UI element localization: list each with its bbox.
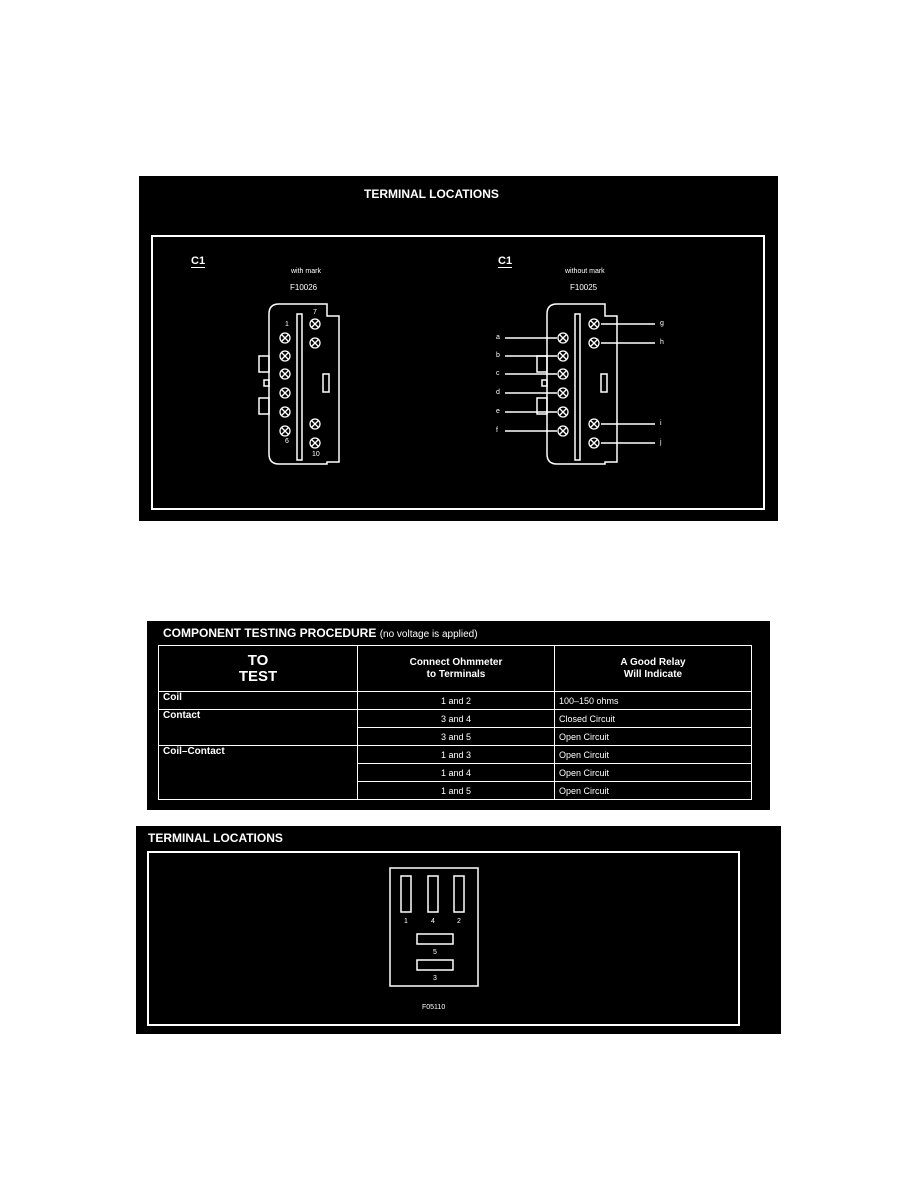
procedure-title (163, 626, 478, 640)
right-pin-label-d: d (496, 389, 500, 396)
row-result: Open Circuit (555, 782, 752, 800)
terminal-pin-icon (589, 338, 599, 348)
left-pin-label-10: 10 (312, 451, 320, 458)
row-result: Open Circuit (555, 728, 752, 746)
right-connector-drawing (139, 176, 778, 521)
header-result (555, 646, 752, 692)
terminal-pin-icon (558, 369, 568, 379)
panel-1-title: TERMINAL LOCATIONS (364, 187, 499, 201)
table-row (159, 692, 752, 710)
header-to-test (159, 646, 358, 692)
terminal-pin-icon (558, 426, 568, 436)
relay-pin-label-4: 4 (431, 918, 435, 925)
right-pin-label-b: b (496, 352, 500, 359)
procedure-header-row (159, 646, 752, 692)
row-terminals: 3 and 4 (358, 710, 555, 728)
group-coil: Coil (159, 692, 358, 710)
relay-pin-label-3: 3 (433, 975, 437, 982)
row-result: 100–150 ohms (555, 692, 752, 710)
relay-pin-label-2: 2 (457, 918, 461, 925)
header-connect (358, 646, 555, 692)
right-pin-label-g: g (660, 320, 664, 327)
procedure-table (158, 645, 752, 800)
right-pin-label-e: e (496, 408, 500, 415)
row-result: Open Circuit (555, 746, 752, 764)
procedure-title-main: COMPONENT TESTING PROCEDURE (163, 626, 377, 640)
group-contact: Contact (159, 710, 358, 746)
left-connector-part: F10026 (290, 283, 318, 292)
row-terminals: 1 and 3 (358, 746, 555, 764)
relay-terminal-drawing (136, 826, 781, 1034)
terminal-pin-icon (558, 388, 568, 398)
row-terminals: 3 and 5 (358, 728, 555, 746)
procedure-title-note: (no voltage is applied) (379, 629, 478, 640)
header-connect-line2: to Terminals (426, 668, 486, 680)
row-result: Open Circuit (555, 764, 752, 782)
left-connector-note: with mark (291, 268, 321, 275)
terminal-locations-panel-1 (139, 176, 778, 521)
left-pin-label-7: 7 (313, 309, 317, 316)
right-pin-label-c: c (496, 370, 500, 377)
terminal-pin-icon (589, 438, 599, 448)
left-connector-label: C1 (191, 255, 206, 267)
right-pin-label-h: h (660, 339, 664, 346)
group-coil-contact: Coil–Contact (159, 746, 358, 800)
panel-2-title: TERMINAL LOCATIONS (148, 831, 283, 845)
terminal-pin-icon (589, 319, 599, 329)
terminal-locations-panel-2 (136, 826, 781, 1034)
relay-pin-label-5: 5 (433, 949, 437, 956)
terminal-pin-icon (558, 351, 568, 361)
right-pin-label-j: j (660, 439, 662, 446)
row-terminals: 1 and 2 (358, 692, 555, 710)
right-pin-label-i: i (660, 420, 662, 427)
row-result: Closed Circuit (555, 710, 752, 728)
row-terminals: 1 and 4 (358, 764, 555, 782)
right-pin-label-a: a (496, 334, 500, 341)
terminal-pin-icon (589, 419, 599, 429)
right-connector-part: F10025 (570, 283, 598, 292)
relay-part-number: F05110 (422, 1004, 446, 1011)
right-connector-note: without mark (565, 268, 605, 275)
header-to-test-line2: TEST (238, 667, 278, 685)
header-result-line2: Will Indicate (623, 668, 683, 680)
left-pin-label-1: 1 (285, 321, 289, 328)
header-to-test-line1: TO (247, 651, 269, 669)
row-terminals: 1 and 5 (358, 782, 555, 800)
relay-pin-label-1: 1 (404, 918, 408, 925)
header-result-line1: A Good Relay (620, 656, 686, 668)
header-connect-line1: Connect Ohmmeter (409, 656, 503, 668)
right-connector-label: C1 (498, 255, 513, 267)
table-row (159, 710, 752, 728)
terminal-pin-icon (558, 407, 568, 417)
left-pin-label-6: 6 (285, 438, 289, 445)
right-pin-label-f: f (496, 427, 498, 434)
terminal-pin-icon (558, 333, 568, 343)
table-row (159, 746, 752, 764)
